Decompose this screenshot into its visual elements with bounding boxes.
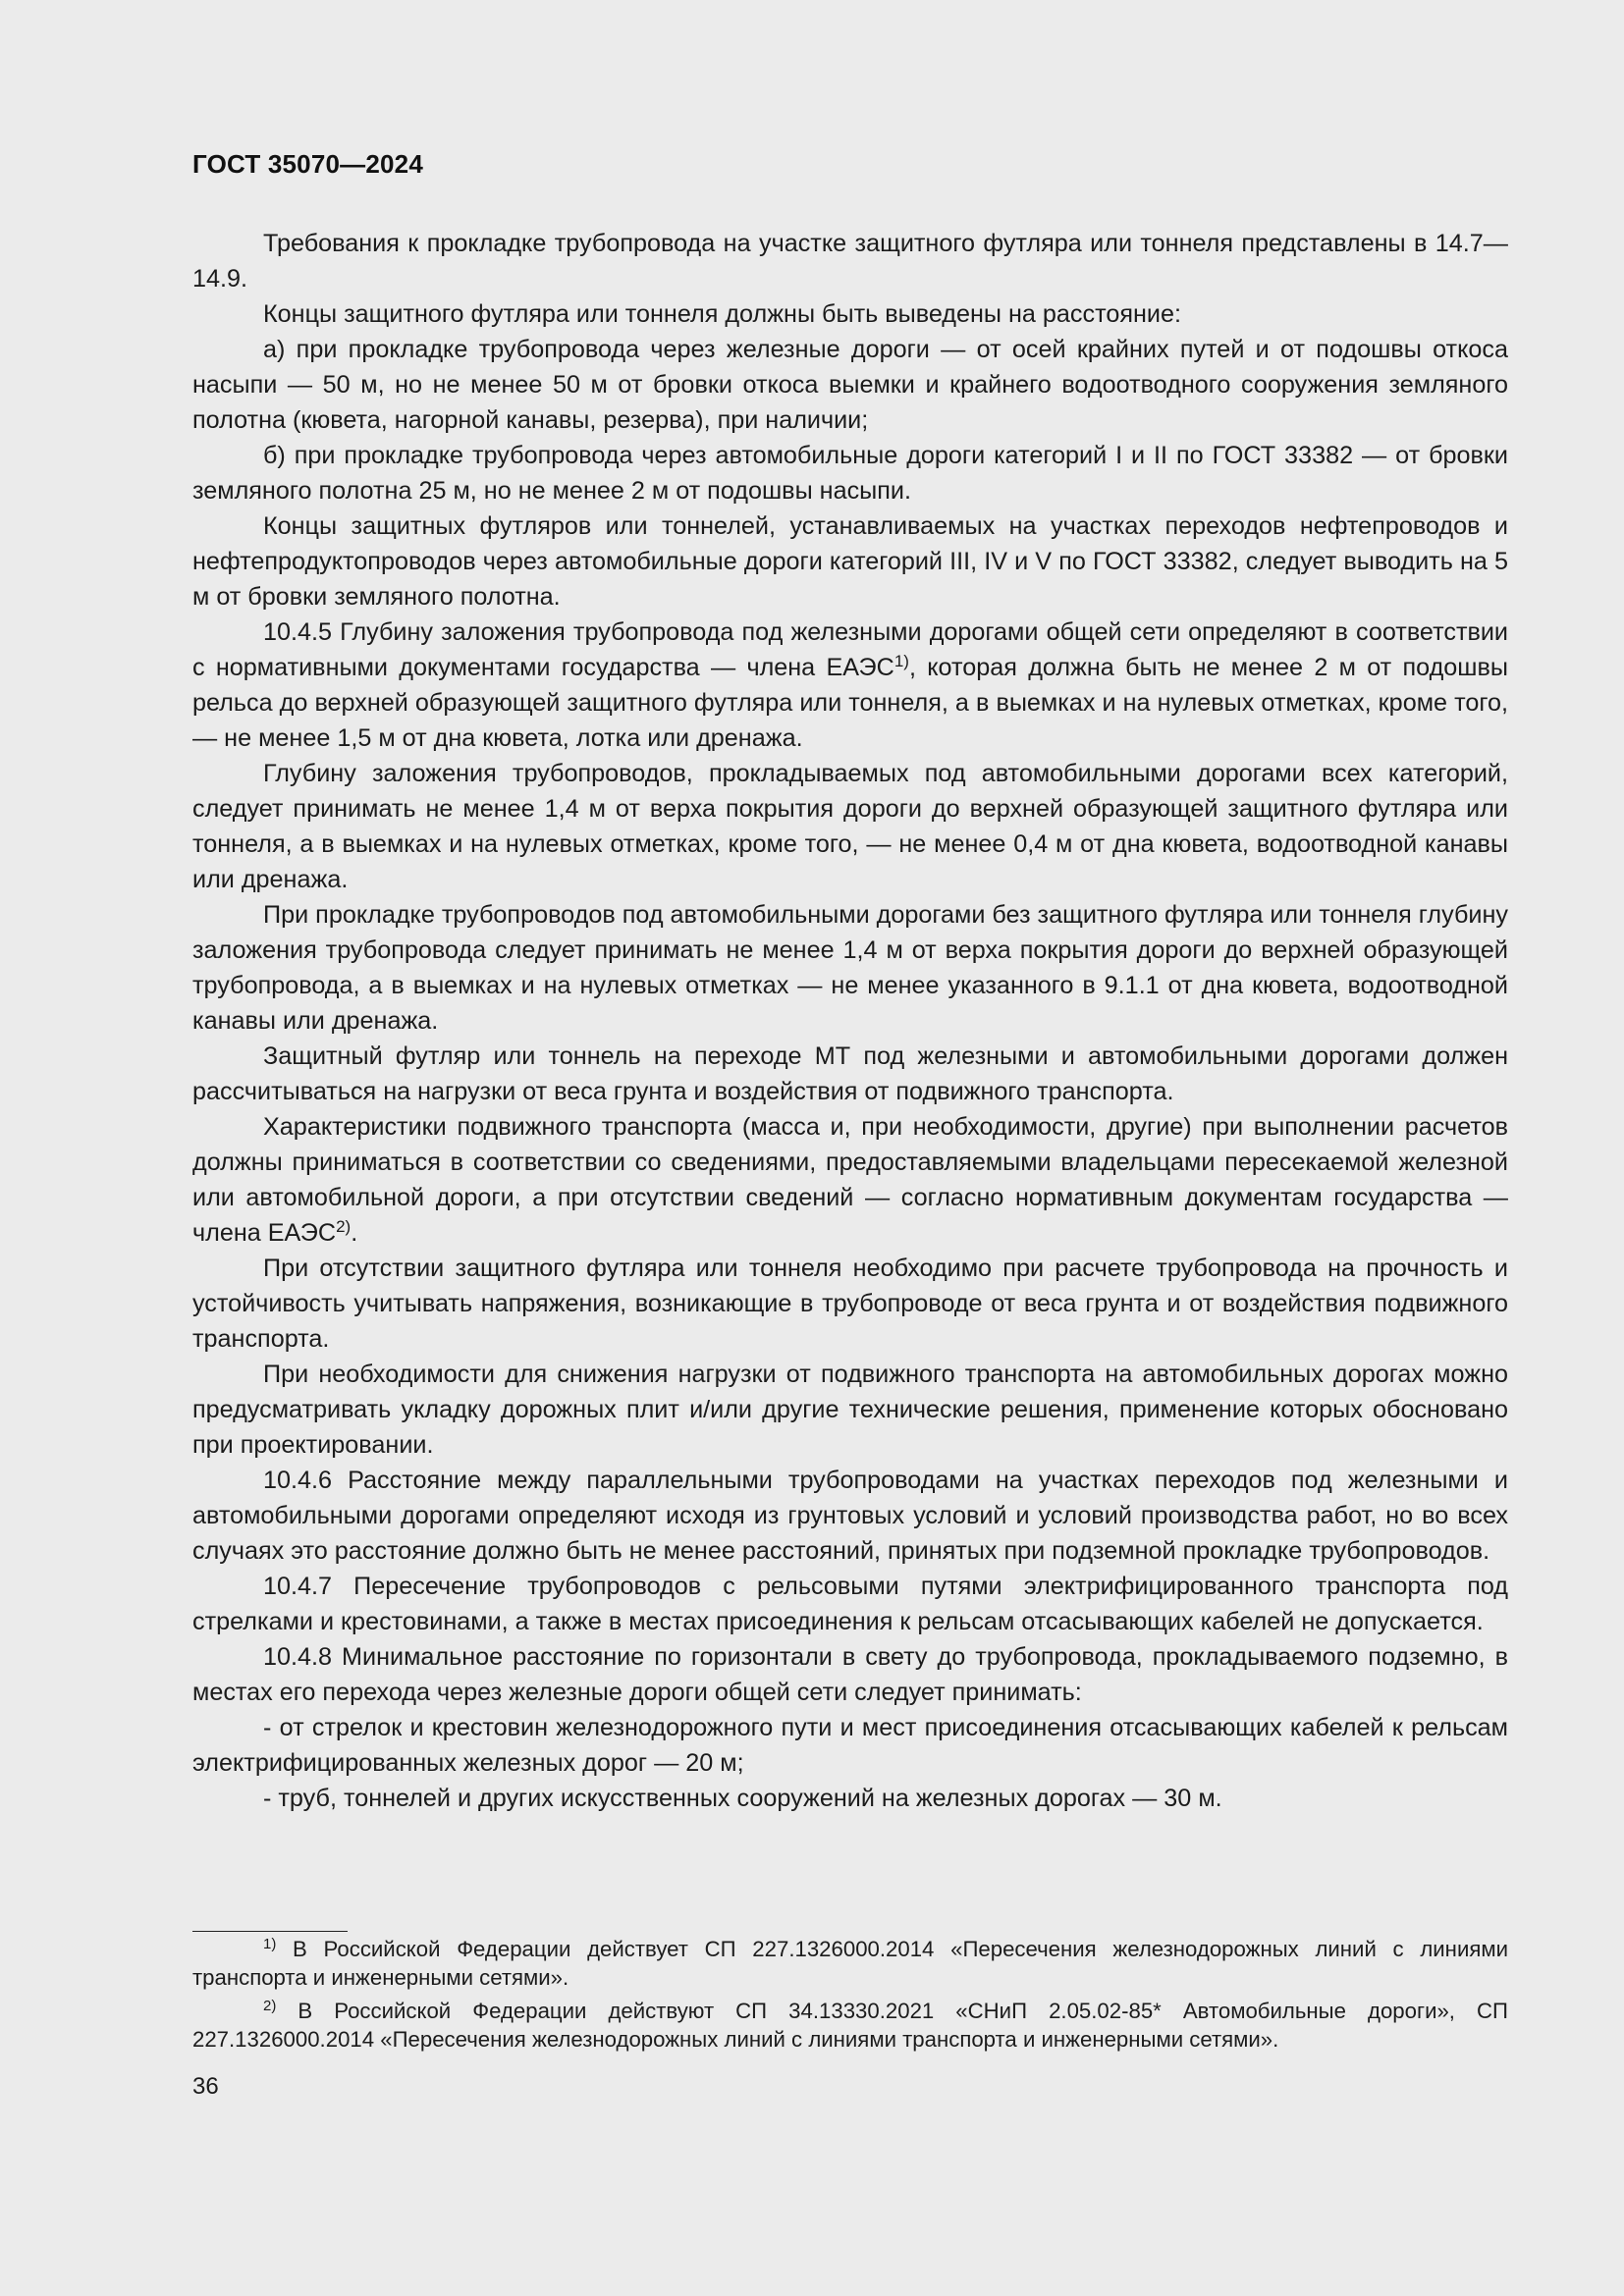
paragraph [192,1109,1508,1251]
page-number: 36 [192,2073,219,2100]
footnote-text: В Российской Федерации действует СП 227.1326000.2014 «Пересечения железнодорожных линий с линиями транспорта и инженерными сетями». [192,1937,1508,1990]
paragraph-text: Глубину заложения трубопроводов, прокладываемых под автомобильными дорогами всех категорий, следует принимать не менее 1,4 м от верха покрытия дороги до верхней образующей защитного футляра или тоннеля, а в выемках и на нулевых отметках, кроме того, — не менее 0,4 м от дна кювета, водоотводной канавы или дренажа. [192,760,1508,893]
paragraph-text: Концы защитных футляров или тоннелей, устанавливаемых на участках переходов нефтепроводов и нефтепродуктопроводов через автомобильные дороги категорий III, IV и V по ГОСТ 33382, следует выводить на 5 м от бровки земляного полотна. [192,512,1508,611]
clause-10-4-7 [192,1569,1508,1639]
paragraph [192,1251,1508,1357]
paragraph [192,897,1508,1039]
footnote-ref: 1) [893,652,909,670]
document-header: ГОСТ 35070—2024 [192,149,423,179]
list-item [192,1781,1508,1816]
footnote-ref: 2) [336,1217,352,1236]
clause-10-4-6 [192,1463,1508,1569]
paragraph [192,1039,1508,1109]
paragraph-text: При прокладке трубопроводов под автомобильными дорогами без защитного футляра или тоннеля глубину заложения трубопровода следует принимать не менее 1,4 м от верха покрытия дороги до верхней образующей трубопровода, а в выемках и на нулевых отметках — не менее указанного в 9.1.1 от дна кювета, водоотводной канавы или дренажа. [192,901,1508,1035]
paragraph [192,226,1508,296]
footnote-marker: 1) [263,1936,277,1952]
paragraph-text: Требования к прокладке трубопровода на участке защитного футляра или тоннеля представлены в 14.7—14.9. [192,230,1508,293]
paragraph-text: При необходимости для снижения нагрузки от подвижного транспорта на автомобильных дорогах можно предусматривать укладку дорожных плит и/или другие технические решения, применение которых обосновано при проектировании. [192,1361,1508,1459]
paragraph [192,1357,1508,1463]
paragraph-text: б) при прокладке трубопровода через автомобильные дороги категорий I и II по ГОСТ 33382 — от бровки земляного полотна 25 м, но не менее 2 м от подошвы насыпи. [192,442,1508,505]
paragraph-text: 10.4.5 Глубину заложения трубопровода под железными дорогами общей сети определяют в соответствии с нормативными документами государства — члена ЕАЭС [192,618,1508,681]
paragraph-text: 10.4.8 Минимальное расстояние по горизонтали в свету до трубопровода, прокладываемого подземно, в местах его перехода через железные дороги общей сети следует принимать: [192,1643,1508,1706]
paragraph-text: 10.4.6 Расстояние между параллельными трубопроводами на участках переходов под железными и автомобильными дорогами определяют исходя из грунтовых условий и условий производства работ, но во всех случаях это расстояние должно быть не менее расстояний, принятых при подземной прокладке трубопроводов. [192,1467,1508,1565]
paragraph-text: Концы защитного футляра или тоннеля должны быть выведены на расстояние: [263,300,1181,328]
paragraph-text: - от стрелок и крестовин железнодорожного пути и мест присоединения отсасывающих кабелей к рельсам электрифицированных железных дорог — 20 м; [192,1714,1508,1777]
list-item [192,438,1508,508]
footnote [192,1936,1508,1992]
footnote [192,1998,1508,2054]
paragraph-text: Защитный футляр или тоннель на переходе МТ под железными и автомобильными дорогами должен рассчитываться на нагрузки от веса грунта и воздействия от подвижного транспорта. [192,1042,1508,1105]
paragraph-text: , которая должна быть не менее 2 м от подошвы рельса до верхней образующей защитного футляра или тоннеля, а в выемках и на нулевых отметках, кроме того, — не менее 1,5 м от дна кювета, лотка или дренажа. [192,654,1508,752]
paragraph-text: а) при прокладке трубопровода через железные дороги — от осей крайних путей и от подошвы откоса насыпи — 50 м, но не менее 50 м от бровки откоса выемки и крайнего водоотводного сооружения земляного полотна (кювета, нагорной канавы, резерва), при наличии; [192,336,1508,434]
paragraph-text: - труб, тоннелей и других искусственных сооружений на железных дорогах — 30 м. [263,1785,1222,1812]
footnote-text: В Российской Федерации действуют СП 34.13330.2021 «СНиП 2.05.02-85* Автомобильные дороги», СП 227.1326000.2014 «Пересечения железнодорожных линий с линиями транспорта и инженерными сетями». [192,1999,1508,2052]
paragraph-text: Характеристики подвижного транспорта (масса и, при необходимости, другие) при выполнении расчетов должны приниматься в соответствии со сведениями, предоставляемыми владельцами пересекаемой железной или автомобильной дороги, а при отсутствии сведений — согласно нормативным документам государства — члена ЕАЭС [192,1113,1508,1247]
paragraph [192,508,1508,614]
list-item [192,332,1508,438]
clause-10-4-8 [192,1639,1508,1710]
clause-10-4-5 [192,614,1508,756]
footnote-divider [192,1931,348,1932]
body-text [192,226,1508,1816]
paragraph-text: При отсутствии защитного футляра или тоннеля необходимо при расчете трубопровода на прочность и устойчивость учитывать напряжения, возникающие в трубопроводе от веса грунта и от воздействия подвижного транспорта. [192,1255,1508,1353]
paragraph-text: 10.4.7 Пересечение трубопроводов с рельсовыми путями электрифицированного транспорта под стрелками и крестовинами, а также в местах присоединения к рельсам отсасывающих кабелей не допускается. [192,1573,1508,1635]
footnotes [192,1936,1508,2059]
paragraph [192,756,1508,897]
paragraph-text: . [351,1219,358,1247]
footnote-marker: 2) [263,1998,277,2014]
list-item [192,1710,1508,1781]
paragraph [192,296,1508,332]
